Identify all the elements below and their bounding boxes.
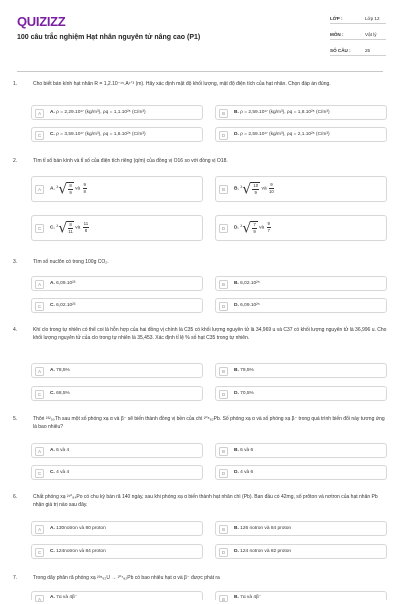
option-letter: D bbox=[219, 390, 228, 399]
option-letter: A bbox=[35, 367, 44, 376]
q3-option-c[interactable] bbox=[31, 298, 203, 313]
option-letter: B bbox=[219, 367, 228, 376]
option-label: A. bbox=[50, 526, 55, 531]
option-letter: D bbox=[219, 224, 228, 233]
q2-option-c[interactable] bbox=[31, 215, 203, 241]
option-formula bbox=[234, 180, 275, 197]
option-label: B. bbox=[234, 368, 239, 373]
charge-ratio-numerator: 9 bbox=[83, 182, 86, 188]
q3-option-b[interactable] bbox=[215, 276, 387, 291]
option-letter: C bbox=[35, 302, 44, 311]
question-number: 6. bbox=[13, 494, 18, 500]
charge-ratio-numerator: 9 bbox=[270, 182, 273, 188]
q6-option-d[interactable] bbox=[215, 544, 387, 559]
q2-option-a[interactable] bbox=[31, 176, 203, 202]
option-label: C. bbox=[50, 303, 55, 308]
worksheet-title: 100 câu trắc nghiệm Hạt nhân nguyên tử nâng cao (P1) bbox=[17, 34, 201, 41]
option-letter: B bbox=[219, 280, 228, 289]
q4-option-a[interactable] bbox=[31, 363, 203, 378]
option-label: C. bbox=[50, 132, 55, 137]
option-letter: D bbox=[219, 469, 228, 478]
question-text: Tìm tỉ số bán kính và tỉ số của điện tích riêng (q/m) của đồng vị O16 so với đồng vị O18. bbox=[33, 158, 228, 164]
meta-grade bbox=[330, 13, 386, 24]
option-letter: C bbox=[35, 469, 44, 478]
question-text: Khí clo trong tự nhiên có thể coi là hỗn hợp của hai đồng vị chính là C35 có khối lượng nguyên tử là 34,969 u và C37 có khối lượng nguyên tử là 36,996 u. Cho khối lượng nguyên tử của clo trong tự nhiên là 35,453. Xác định tỉ lệ % số hạt C35 trong tự nhiên. bbox=[33, 327, 387, 341]
meta-count-key: SỐ CÂU : bbox=[330, 48, 351, 53]
option-conjunction: và bbox=[261, 186, 267, 192]
option-text: 6,02.10²³ bbox=[56, 303, 76, 308]
q6-option-a[interactable] bbox=[31, 521, 203, 536]
option-letter: A bbox=[35, 109, 44, 118]
option-label: A. bbox=[50, 281, 55, 286]
option-text: 70,5% bbox=[240, 391, 254, 396]
question-number: 5. bbox=[13, 416, 18, 422]
option-label: D. bbox=[234, 225, 239, 231]
option-text: 7α và 4β⁻ bbox=[240, 595, 262, 600]
q2-option-d[interactable] bbox=[215, 215, 387, 241]
option-label: A. bbox=[50, 110, 55, 115]
cube-root-symbol: $^3$√ bbox=[56, 181, 68, 198]
charge-ratio-numerator: 11 bbox=[83, 221, 89, 227]
option-letter: C bbox=[35, 224, 44, 233]
option-text: ρ = 2,59.10¹⁷ (kg/m³), ρq = 2,1.10²⁵ (C/m³) bbox=[240, 132, 330, 137]
meta-question-count bbox=[330, 45, 386, 56]
q5-option-a[interactable] bbox=[31, 443, 203, 458]
option-label: C. bbox=[50, 470, 55, 475]
option-text: 6,02.10²⁵ bbox=[240, 281, 260, 286]
option-letter: B bbox=[219, 595, 228, 602]
option-letter: A bbox=[35, 185, 44, 194]
q3-option-a[interactable] bbox=[31, 276, 203, 291]
option-text: 68,5% bbox=[56, 391, 70, 396]
meta-grade-value: Lớp 12 bbox=[365, 16, 380, 21]
option-letter: B bbox=[219, 525, 228, 534]
q1-option-d[interactable] bbox=[215, 127, 387, 142]
option-label: B. bbox=[234, 526, 239, 531]
option-label: D. bbox=[234, 303, 239, 308]
question-number: 2. bbox=[13, 158, 18, 164]
option-text: 6 và 6 bbox=[240, 448, 254, 453]
meta-subject-value: Vật lý bbox=[365, 32, 377, 37]
option-text: 6,09.10²⁵ bbox=[240, 303, 260, 308]
option-text: ρ = 2,29.10¹⁷ (kg/m³), ρq = 1,1.10²⁵ (C/m³) bbox=[56, 110, 146, 115]
option-letter: A bbox=[35, 595, 44, 602]
meta-subject bbox=[330, 29, 386, 40]
header-divider bbox=[17, 71, 383, 72]
option-text: 130notron và 80 proton bbox=[56, 526, 106, 531]
option-label: B. bbox=[234, 281, 239, 286]
q2-option-b[interactable] bbox=[215, 176, 387, 202]
option-letter: A bbox=[35, 447, 44, 456]
option-formula bbox=[50, 219, 90, 236]
option-label: B. bbox=[234, 110, 239, 115]
cube-root-symbol: $^3$√ bbox=[56, 220, 68, 237]
question-text: Tìm số nuclôn có trong 100g CO₂. bbox=[33, 259, 109, 265]
question-text: Chất phóng xạ ²¹⁰₈₄Po có chu kỳ bán rã 140 ngày, sau khi phóng xạ α biến thành hạt nhân chì (Pb). Ban đầu có 42mg, số prôton và nơtron của hạt nhân Pb nhận giá trị nào sau đây. bbox=[33, 494, 378, 508]
option-text: 124 notron và 82 proton bbox=[240, 549, 292, 554]
option-label: A. bbox=[50, 595, 55, 600]
question-text: Trong dãy phân rã phóng xạ ²³⁵₉₂U → ²⁰⁷₈₂Pb có bao nhiêu hạt α và β⁻ được phát ra bbox=[33, 575, 220, 581]
option-text: 4 và 4 bbox=[56, 470, 70, 475]
option-label: C. bbox=[50, 391, 55, 396]
option-conjunction: và bbox=[75, 225, 81, 231]
option-label: B. bbox=[234, 448, 239, 453]
option-conjunction: và bbox=[259, 225, 265, 231]
option-conjunction: và bbox=[75, 186, 81, 192]
option-text: 4 và 6 bbox=[240, 470, 254, 475]
q5-option-b[interactable] bbox=[215, 443, 387, 458]
option-label: A. bbox=[50, 368, 55, 373]
option-letter: D bbox=[219, 131, 228, 140]
option-label: A. bbox=[50, 448, 55, 453]
option-text: 126 notron và 84 proton bbox=[240, 526, 292, 531]
option-label: D. bbox=[234, 470, 239, 475]
question-text: Cho biết bán kính hạt nhân R = 1,2.10⁻¹⁵.A¹ᐟ³ (m). Hãy xác định mật độ khối lượng, mật độ điện tích của hạt nhân. Chọn đáp án đúng. bbox=[33, 81, 331, 87]
radius-ratio-numerator: 10 bbox=[253, 183, 259, 189]
option-label: C. bbox=[50, 549, 55, 554]
option-text: 78,5% bbox=[56, 368, 70, 373]
question-number: 7. bbox=[13, 575, 18, 581]
option-letter: C bbox=[35, 390, 44, 399]
option-label: D. bbox=[234, 391, 239, 396]
meta-subject-key: MÔN : bbox=[330, 32, 344, 37]
quizizz-logo: QUIZIZZ bbox=[17, 14, 66, 29]
charge-ratio-denominator: 10 bbox=[268, 188, 274, 194]
meta-count-value: 25 bbox=[365, 48, 371, 53]
option-label: B. bbox=[234, 595, 239, 600]
worksheet-header bbox=[0, 0, 400, 72]
q7-option-b[interactable] bbox=[215, 591, 387, 600]
option-letter: C bbox=[35, 131, 44, 140]
q6-option-c[interactable] bbox=[31, 544, 203, 559]
option-text: 6 và 4 bbox=[56, 448, 70, 453]
option-letter: A bbox=[35, 525, 44, 534]
question-number: 3. bbox=[13, 259, 18, 265]
option-label: A. bbox=[50, 186, 55, 192]
option-label: D. bbox=[234, 549, 239, 554]
cube-root-symbol: $^3$√ bbox=[240, 181, 252, 198]
option-text: 6,09.10²³ bbox=[56, 281, 76, 286]
question-number: 4. bbox=[13, 327, 18, 333]
question-number: 1. bbox=[13, 81, 18, 87]
meta-grade-key: LỚP : bbox=[330, 16, 343, 21]
q1-option-a[interactable] bbox=[31, 105, 203, 120]
option-letter: B bbox=[219, 447, 228, 456]
option-label: C. bbox=[50, 225, 55, 231]
q5-option-d[interactable] bbox=[215, 465, 387, 480]
q4-option-d[interactable] bbox=[215, 386, 387, 401]
option-letter: D bbox=[219, 302, 228, 311]
charge-ratio-denominator: 7 bbox=[267, 227, 270, 233]
radius-ratio-denominator: 9 bbox=[253, 228, 256, 234]
q7-option-a[interactable] bbox=[31, 591, 203, 600]
option-text: 124notron và 84 proton bbox=[56, 549, 106, 554]
option-label: B. bbox=[234, 186, 239, 192]
q4-option-c[interactable] bbox=[31, 386, 203, 401]
option-text: 7α và 4β⁻ bbox=[56, 595, 78, 600]
charge-ratio-denominator: 8 bbox=[84, 227, 88, 233]
q3-option-d[interactable] bbox=[215, 298, 387, 313]
option-letter: C bbox=[35, 548, 44, 557]
option-text: 79,5% bbox=[240, 368, 254, 373]
option-label: D. bbox=[234, 132, 239, 137]
option-text: ρ = 3,59.10¹⁷ (kg/m³), ρq = 1,6.10²⁵ (C/m³) bbox=[56, 132, 146, 137]
radius-ratio-numerator: 8 bbox=[69, 222, 72, 228]
option-text: ρ = 2,59.10¹⁷ (kg/m³), ρq = 1,8.10²⁵ (C/m³) bbox=[240, 110, 330, 115]
q5-option-c[interactable] bbox=[31, 465, 203, 480]
q6-option-b[interactable] bbox=[215, 521, 387, 536]
radius-ratio-denominator: 11 bbox=[68, 228, 73, 234]
charge-ratio-denominator: 8 bbox=[83, 188, 86, 194]
radius-ratio-numerator: 7 bbox=[253, 222, 256, 228]
radius-ratio-numerator: 8 bbox=[69, 183, 72, 189]
option-letter: A bbox=[35, 280, 44, 289]
cube-root-symbol: $^3$√ bbox=[240, 220, 252, 237]
option-formula bbox=[234, 219, 272, 236]
q1-option-b[interactable] bbox=[215, 105, 387, 120]
option-formula bbox=[50, 180, 88, 197]
option-letter: B bbox=[219, 185, 228, 194]
question-text: Thôri ²³²₉₀Th sau một số phóng xạ α và β⁻ sẽ biến thành đồng vị bền của chì ²⁰⁸₈₂Pb. Số phóng xạ α và số phóng xạ β⁻ trong quá trình biến đổi này tương ứng là bao nhiêu? bbox=[33, 416, 385, 430]
radius-ratio-denominator: 9 bbox=[254, 189, 257, 195]
q4-option-b[interactable] bbox=[215, 363, 387, 378]
option-letter: B bbox=[219, 109, 228, 118]
charge-ratio-numerator: 9 bbox=[267, 221, 270, 227]
q1-option-c[interactable] bbox=[31, 127, 203, 142]
option-letter: D bbox=[219, 548, 228, 557]
radius-ratio-denominator: 9 bbox=[69, 189, 72, 195]
